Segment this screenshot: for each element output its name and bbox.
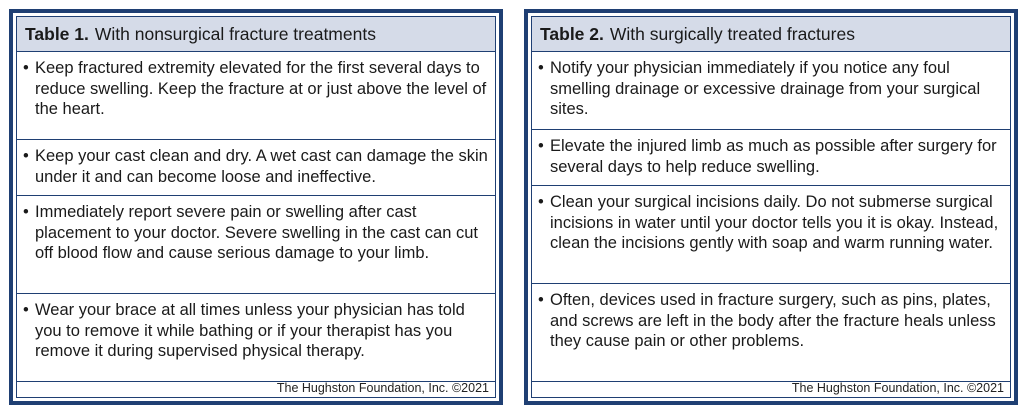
bullet-icon: • (538, 137, 544, 155)
table-2-title: With surgically treated fractures (609, 23, 855, 44)
table-2-item (532, 52, 1010, 130)
table-1-item-text: Wear your brace at all times unless your physician has told you to remove it while bathing or if your therapist has you remove it during supervised physical therapy. (35, 301, 465, 360)
bullet-icon: • (538, 59, 544, 77)
bullet-icon: • (23, 59, 29, 77)
table-2-item (532, 186, 1010, 284)
table-1-item-text: Keep fractured extremity elevated for the first several days to reduce swelling. Keep the fracture at or just above the level of the heart. (35, 59, 487, 118)
table-1-item-text: Keep your cast clean and dry. A wet cast can damage the skin under it and can become loose and ineffective. (35, 147, 488, 186)
table-2-item-text: Notify your physician immediately if you notice any foul smelling drainage or excessive drainage from your surgical sites. (550, 59, 981, 118)
table-1-item (17, 294, 495, 382)
table-2-copyright: The Hughston Foundation, Inc. ©2021 (791, 381, 1004, 395)
bullet-icon: • (23, 147, 29, 165)
table-2-inner (531, 16, 1011, 398)
table-1-item (17, 196, 495, 294)
table-1-header (17, 17, 495, 52)
table-2-item-text: Clean your surgical incisions daily. Do not submerse surgical incisions in water until your doctor tells you it is okay. Instead, clean the incisions gently with soap and warm running water. (550, 193, 999, 252)
bullet-icon: • (23, 301, 29, 319)
table-1-number: Table 1. (25, 23, 89, 44)
table-1-item (17, 52, 495, 140)
table-1-title: With nonsurgical fracture treatments (94, 23, 376, 44)
table-1-inner (16, 16, 496, 398)
table-2-item (532, 130, 1010, 186)
table-2-item-text: Often, devices used in fracture surgery, such as pins, plates, and screws are left in the body after the fracture heals unless they cause pain or other problems. (550, 291, 996, 350)
bullet-icon: • (538, 291, 544, 309)
table-2-item (532, 284, 1010, 382)
table-2-number: Table 2. (540, 23, 604, 44)
table-2-item-text: Elevate the injured limb as much as possible after surgery for several days to help reduce swelling. (550, 137, 997, 176)
bullet-icon: • (538, 193, 544, 211)
table-2-card (524, 9, 1018, 405)
table-1-item-text: Immediately report severe pain or swelling after cast placement to your doctor. Severe swelling in the cast can cut off blood flow and cause serious damage to your limb. (35, 203, 478, 262)
table-1-copyright: The Hughston Foundation, Inc. ©2021 (276, 381, 489, 395)
table-1-item (17, 140, 495, 196)
table-1-card (9, 9, 503, 405)
bullet-icon: • (23, 203, 29, 221)
table-2-header (532, 17, 1010, 52)
